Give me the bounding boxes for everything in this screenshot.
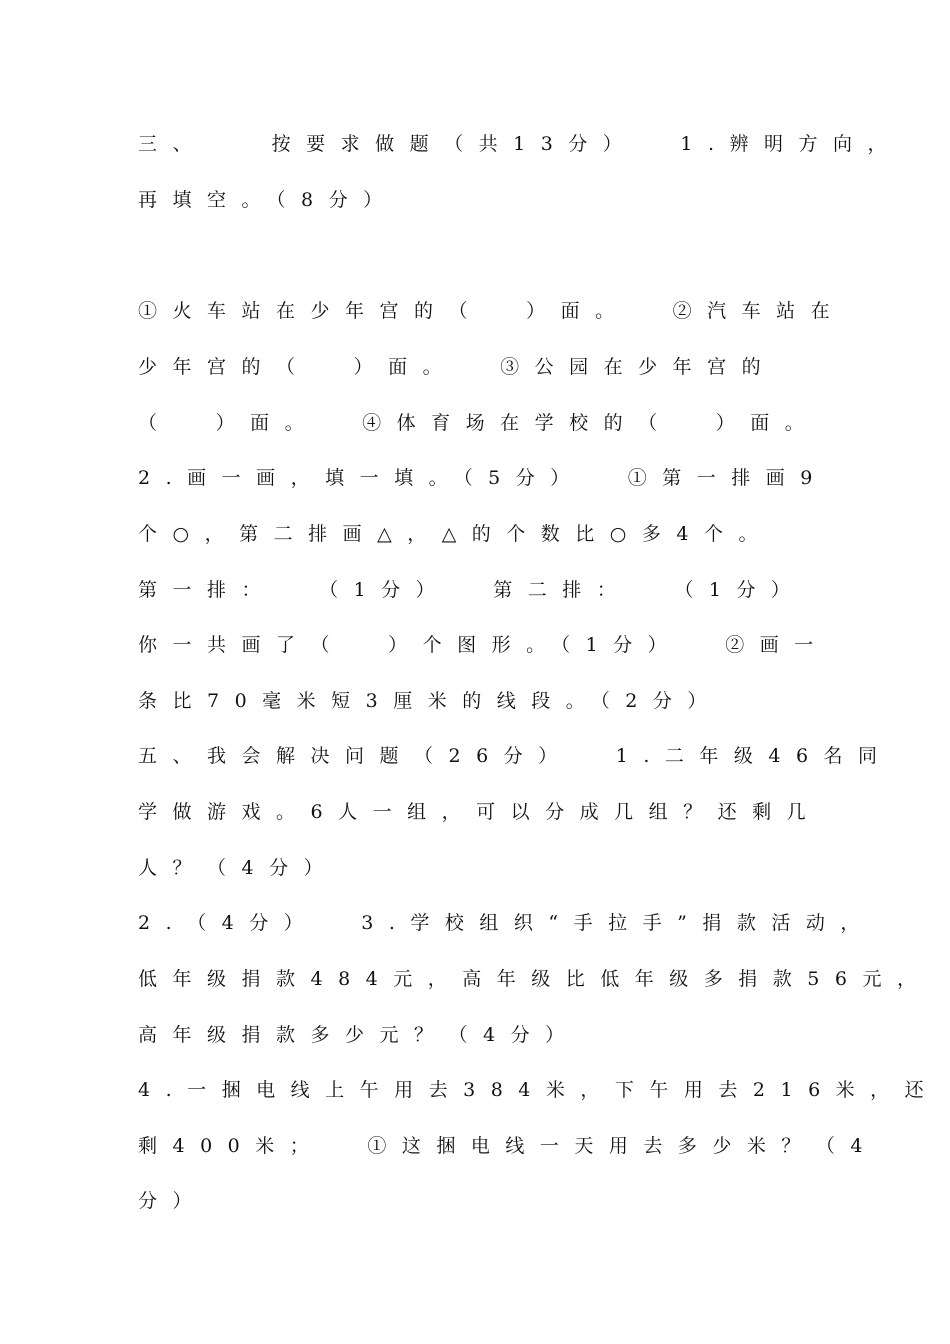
text-line-3: ①火车站在少年宫的（ ）面。 ②汽车站在 (138, 300, 846, 322)
text-line-10: 条比70毫米短3厘米的线段。（2分） (138, 690, 722, 712)
text-line-16: 高年级捐款多少元？（4分） (138, 1024, 580, 1046)
text-line-14: 2.（4分） 3.学校组织“手拉手”捐款活动， (138, 912, 875, 934)
text-line-2: 再填空。（8分） (138, 189, 398, 211)
text-line-5: （ ）面。 ④体育场在学校的（ ）面。 (138, 412, 820, 434)
text-line-1: 三、 按要求做题（共13分） 1.辨明方向， (138, 133, 903, 155)
text-line-9: 你一共画了（ ）个图形。（1分） ②画一 (138, 634, 829, 656)
text-line-15: 低年级捐款484元，高年级比低年级多捐款56元， (138, 968, 932, 990)
text-line-18: 剩400米； ①这捆电线一天用去多少米？（4 (138, 1135, 878, 1157)
text-line-4: 少年宫的（ ）面。 ③公园在少年宫的 (138, 356, 777, 378)
text-line-19: 分） (138, 1190, 208, 1212)
text-line-17: 4.一捆电线上午用去384米，下午用去216米，还 (138, 1079, 940, 1101)
text-line-8: 第一排： （1分） 第二排： （1分） (138, 579, 806, 601)
text-line-13: 人？（4分） (138, 857, 339, 879)
text-line-12: 学做游戏。6人一组，可以分成几组？还剩几 (138, 801, 822, 823)
text-line-11: 五、我会解决问题（26分） 1.二年级46名同 (138, 745, 893, 767)
text-line-6: 2.画一画，填一填。（5分） ①第一排画9 (138, 467, 828, 489)
text-line-7: 个○，第二排画△，△的个数比○多4个。 (138, 523, 773, 545)
